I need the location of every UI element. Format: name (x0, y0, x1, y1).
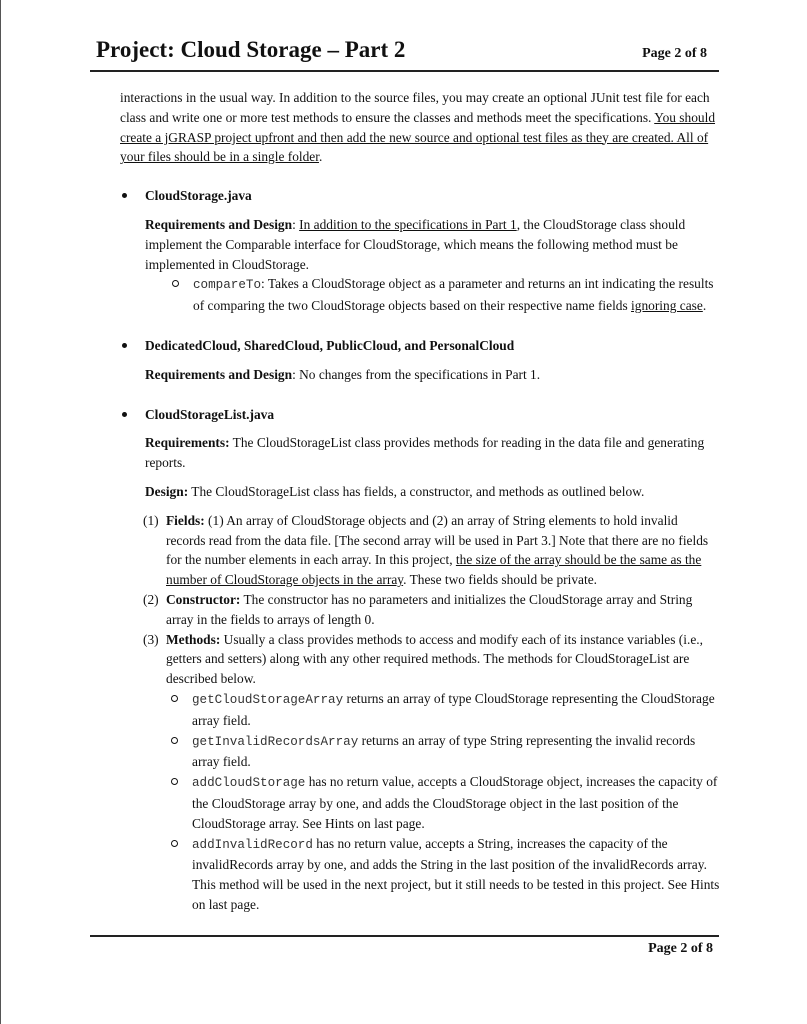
req-label: Requirements and Design (145, 366, 293, 382)
page-title: Project: Cloud Storage – Part 2 (96, 37, 406, 62)
method-code: addInvalidRecord (192, 837, 313, 852)
footer-page-number: Page 2 of 8 (648, 941, 713, 956)
circle-bullet-icon (171, 695, 178, 702)
req-text: , the CloudStorage class should implement the Comparable interface for CloudStorage, which means the following method must be implemented in CloudStorage. (145, 216, 686, 272)
section-cloudstoragelist-design (145, 482, 720, 502)
section-subclasses-requirements (145, 365, 720, 385)
constructor-text: The constructor has no parameters and initializes the CloudStorage array and String array in the fields to arrays of length 0. (166, 591, 693, 627)
method-list-item (120, 731, 720, 773)
design-label: Design: (145, 483, 189, 499)
req-text: The CloudStorageList class provides methods for reading in the data file and generating reports. (145, 435, 705, 471)
circle-bullet-icon (171, 840, 178, 847)
method-code: addCloudStorage (192, 776, 306, 791)
header-rule (90, 70, 719, 72)
bullet-icon (122, 343, 127, 348)
req-colon: : (292, 216, 300, 232)
methods-text: Usually a class provides methods to access and modify each of its instance variables (i.e., getters and setters) along with any other required methods. The methods for CloudStorageList are described below. (166, 631, 703, 687)
method-text: returns an array of type String representing the invalid records array field. (192, 732, 696, 770)
req-underlined: In addition to the specifications in Part 1 (299, 216, 517, 232)
intro-underlined: You should create a jGRASP project upfront and then add the new source and optional test files as they are created. All of your files should be in a single folder (120, 109, 716, 165)
circle-bullet-icon (171, 778, 178, 785)
compareTo-item (145, 274, 720, 316)
section-subclasses-heading (120, 336, 720, 356)
method-text: has no return value, accepts a CloudStorage object, increases the capacity of the CloudStorage array by one, and adds the CloudStorage object in the last position of the CloudStorage array. See Hints on last page. (192, 774, 718, 831)
method-underlined: ignoring case (631, 298, 703, 314)
method-code: getCloudStorageArray (192, 692, 344, 707)
req-text: : No changes from the specifications in Part 1. (292, 366, 541, 382)
intro-text: interactions in the usual way. In addition to the source files, you may create an optional JUnit test file for each class and write one or more test methods to ensure the classes and methods meet the specifications. (120, 90, 710, 125)
method-code: getInvalidRecordsArray (192, 734, 359, 749)
fields-text-end: . These two fields should be private. (403, 572, 598, 588)
section-cloudstorage-requirements (145, 215, 720, 274)
method-code: compareTo (193, 278, 262, 293)
document-body (120, 88, 720, 915)
section-heading-text: CloudStorageList.java (145, 406, 275, 422)
fields-item (143, 511, 720, 590)
bullet-icon (122, 412, 127, 417)
section-cloudstorage-heading (120, 186, 720, 206)
method-text: has no return value, accepts a String, increases the capacity of the invalidRecords array by one, and adds the String in the last position of the invalidRecords array. This method will be used in the next project, but it still needs to be tested in this project. See Hints on last page. (192, 835, 720, 912)
circle-bullet-icon (171, 737, 178, 744)
fields-underlined: the size of the array should be the same as the number of CloudStorage objects in the array (166, 552, 702, 588)
intro-paragraph (120, 88, 720, 167)
method-list-item (120, 772, 720, 833)
fields-label: Fields: (166, 512, 205, 528)
methods-label: Methods: (166, 631, 221, 647)
section-heading-text: DedicatedCloud, SharedCloud, PublicCloud, and PersonalCloud (145, 337, 515, 353)
section-cloudstoragelist-heading (120, 405, 720, 425)
design-text: The CloudStorageList class has fields, a constructor, and methods as outlined below. (188, 483, 645, 499)
item-number: (3) (143, 631, 159, 647)
item-number: (1) (143, 512, 159, 528)
footer-rule (90, 935, 719, 937)
section-cloudstoragelist-requirements (145, 433, 720, 473)
method-end: . (702, 298, 707, 314)
method-list-item (120, 834, 720, 915)
method-text: returns an array of type CloudStorage representing the CloudStorage array field. (192, 690, 715, 728)
method-list-item (120, 689, 720, 731)
method-text: : Takes a CloudStorage object as a parameter and returns an int indicating the results of comparing the two CloudStorage objects based on their respective name fields (193, 276, 714, 314)
circle-bullet-icon (172, 280, 179, 287)
fields-text: (1) An array of CloudStorage objects and (2) an array of String elements to hold invalid records read from the data file. [The second array will be used in Part 3.] Note that there are no fields for the number elements in each array. In this project, (166, 512, 709, 568)
constructor-label: Constructor: (166, 591, 241, 607)
header-page-number: Page 2 of 8 (642, 46, 707, 61)
constructor-item (143, 590, 720, 630)
intro-end: . (318, 149, 323, 165)
methods-item (143, 630, 720, 689)
item-number: (2) (143, 591, 159, 607)
section-heading-text: CloudStorage.java (145, 188, 252, 204)
req-label: Requirements and Design (145, 216, 293, 232)
bullet-icon (122, 193, 127, 198)
req-label: Requirements: (145, 435, 230, 451)
